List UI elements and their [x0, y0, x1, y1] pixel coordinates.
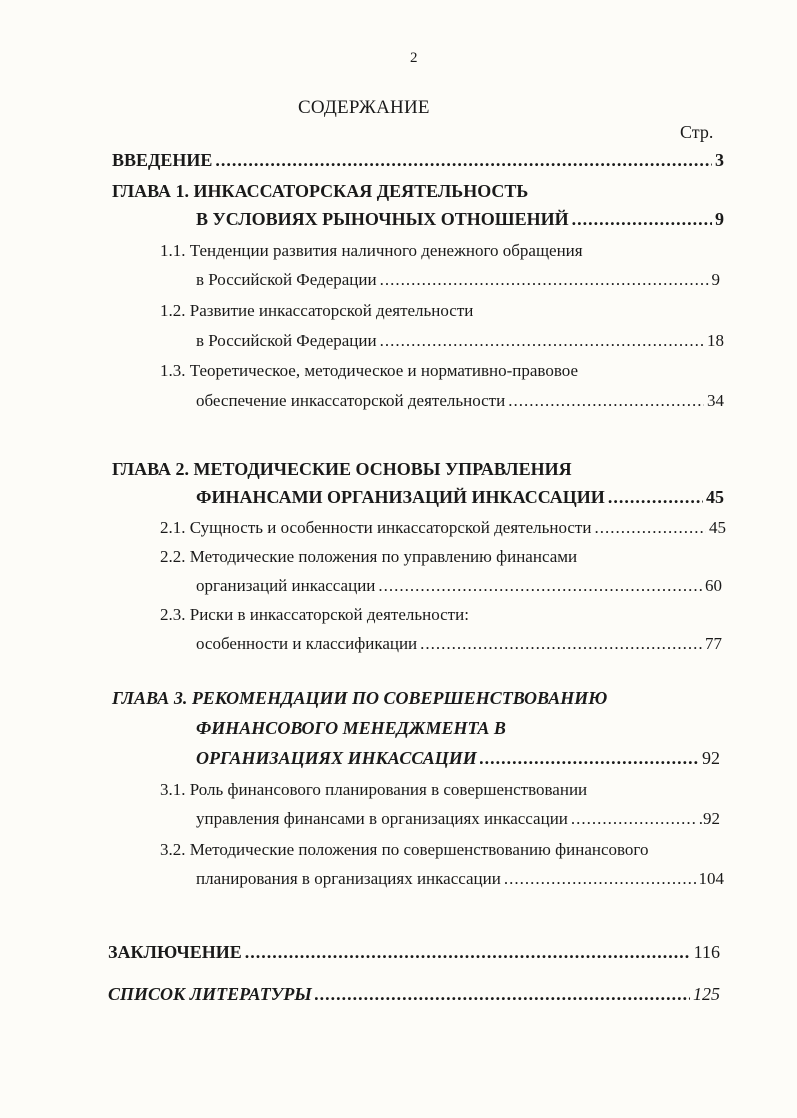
toc-page: 45	[706, 487, 724, 507]
toc-page: 9	[711, 270, 720, 289]
toc-bibliography	[108, 984, 720, 1005]
toc-page: 3	[715, 150, 724, 170]
section-3-1-line2	[196, 809, 720, 829]
toc-entry-label: в Российской Федерации	[196, 270, 377, 289]
toc-page: 60	[705, 576, 722, 595]
toc-intro	[112, 150, 724, 171]
toc-page: 104	[698, 869, 724, 888]
leader-dots	[594, 518, 706, 538]
toc-entry-label: обеспечение инкассаторской деятельности	[196, 391, 506, 410]
leader-dots	[380, 331, 704, 351]
leader-dots	[380, 270, 709, 290]
toc-conclusion	[108, 942, 720, 963]
section-1-2-line1: 1.2. Развитие инкассаторской деятельности	[160, 301, 474, 320]
section-1-3-line1: 1.3. Теоретическое, методическое и нормативно-правовое	[160, 361, 579, 380]
toc-page: 9	[715, 209, 724, 229]
toc-entry-label: организаций инкассации	[196, 576, 376, 595]
toc-page: 34	[707, 391, 724, 410]
toc-entry-label: ВВЕДЕНИЕ	[112, 150, 213, 170]
chapter-3-heading-cont	[196, 748, 720, 769]
page-column-label: Стр.	[680, 122, 714, 142]
section-3-2-line1: 3.2. Методические положения по совершенствованию финансового	[160, 840, 649, 859]
toc-page: 45	[709, 518, 726, 537]
toc-page: 92	[702, 748, 720, 768]
leader-dots	[215, 150, 712, 171]
toc-entry-label: управления финансами в организациях инкассации	[196, 809, 568, 828]
toc-page: 18	[707, 331, 724, 350]
section-1-1-line1: 1.1. Тенденции развития наличного денежного обращения	[160, 241, 583, 260]
leader-dots	[508, 391, 704, 411]
section-2-3-line1: 2.3. Риски в инкассаторской деятельности:	[160, 605, 469, 624]
leader-dots	[608, 487, 703, 508]
page-title: СОДЕРЖАНИЕ	[298, 97, 430, 118]
leader-dots	[378, 576, 702, 596]
toc-page: 116	[693, 942, 720, 962]
leader-dots	[480, 748, 699, 769]
toc-entry-label: особенности и классификации	[196, 634, 418, 653]
chapter-1-heading-cont	[196, 209, 724, 230]
section-3-1-line1: 3.1. Роль финансового планирования в совершенствовании	[160, 780, 588, 799]
toc-entry-label: ФИНАНСАМИ ОРГАНИЗАЦИЙ ИНКАССАЦИИ	[196, 487, 605, 507]
toc-page: 125	[693, 984, 720, 1004]
section-1-3-line2	[196, 391, 724, 411]
section-3-2-line2	[196, 869, 724, 889]
chapter-3-heading-line2: ФИНАНСОВОГО МЕНЕДЖМЕНТА В	[196, 718, 506, 738]
section-2-3-line2	[196, 634, 722, 654]
leader-dots	[315, 984, 690, 1005]
toc-entry-label: ЗАКЛЮЧЕНИЕ	[108, 942, 242, 962]
page-number: 2	[410, 50, 418, 66]
chapter-2-heading: ГЛАВА 2. МЕТОДИЧЕСКИЕ ОСНОВЫ УПРАВЛЕНИЯ	[112, 459, 572, 479]
section-1-2-line2	[196, 331, 724, 351]
leader-dots	[245, 942, 691, 963]
toc-page: 77	[705, 634, 722, 653]
section-2-2-line2	[196, 576, 722, 596]
toc-entry-label: В УСЛОВИЯХ РЫНОЧНЫХ ОТНОШЕНИЙ	[196, 209, 569, 229]
chapter-3-heading: ГЛАВА 3. РЕКОМЕНДАЦИИ ПО СОВЕРШЕНСТВОВАНИЮ	[112, 688, 608, 708]
toc-entry-label: планирования в организациях инкассации	[196, 869, 501, 888]
chapter-1-heading: ГЛАВА 1. ИНКАССАТОРСКАЯ ДЕЯТЕЛЬНОСТЬ	[112, 181, 529, 201]
section-1-1-line2	[196, 270, 720, 290]
toc-entry-label: 2.1. Сущность и особенности инкассаторской деятельности	[160, 518, 592, 537]
chapter-2-heading-cont	[196, 487, 724, 508]
section-2-1	[160, 518, 726, 538]
section-2-2-line1: 2.2. Методические положения по управлению финансами	[160, 547, 578, 566]
leader-dots	[420, 634, 702, 654]
toc-entry-label: ОРГАНИЗАЦИЯХ ИНКАССАЦИИ	[196, 748, 477, 768]
leader-dots	[572, 209, 712, 230]
toc-entry-label: СПИСОК ЛИТЕРАТУРЫ	[108, 984, 312, 1004]
leader-dots	[504, 869, 696, 889]
leader-dots	[571, 809, 696, 829]
toc-entry-label: в Российской Федерации	[196, 331, 377, 350]
toc-page: .92	[698, 809, 720, 828]
